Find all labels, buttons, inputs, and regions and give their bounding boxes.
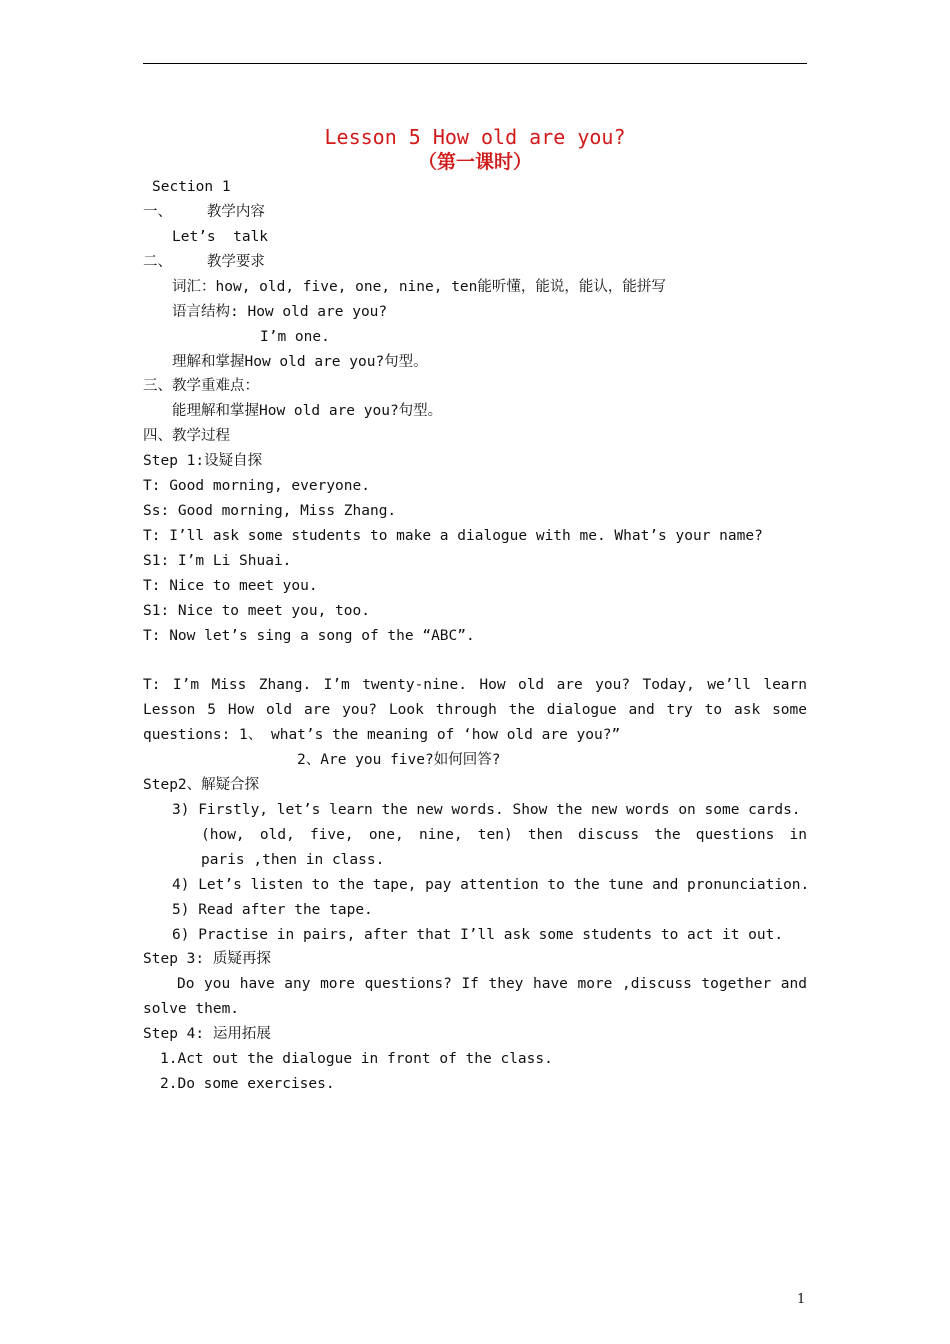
section-label: Section 1	[152, 179, 231, 195]
list-item-continuation: (how, old, five, one, nine, ten) then discuss the questions in	[201, 827, 807, 843]
page-number: 1	[797, 1292, 806, 1307]
text-understand: 理解和掌握How old are you?句型。	[172, 354, 428, 370]
heading-teaching-process: 四、教学过程	[143, 428, 230, 444]
list-item: 4) Let’s listen to the tape, pay attention to the tune and pronunciation.	[172, 877, 810, 893]
list-item: 6) Practise in pairs, after that I’ll ask some students to act it out.	[172, 927, 784, 943]
step-3-heading: Step 3: 质疑再探	[143, 951, 271, 967]
text-key-point: 能理解和掌握How old are you?句型。	[172, 403, 443, 419]
list-item: 3) Firstly, let’s learn the new words. Show the new words on some cards.	[172, 802, 801, 818]
dialogue-line: Ss: Good morning, Miss Zhang.	[143, 503, 397, 519]
dialogue-line: S1: I’m Li Shuai.	[143, 553, 292, 569]
paragraph-line: solve them.	[143, 1001, 240, 1017]
list-item-continuation: paris ,then in class.	[201, 852, 385, 868]
lesson-subtitle: （第一课时）	[417, 151, 532, 173]
paragraph-line: Do you have any more questions? If they have more ,discuss together and	[177, 976, 807, 992]
heading-teaching-requirements: 二、 教学要求	[143, 254, 265, 270]
paragraph-line: T: I’m Miss Zhang. I’m twenty-nine. How old are you? Today, we’ll learn	[143, 677, 807, 693]
lesson-title: Lesson 5 How old are you?	[324, 125, 626, 149]
step-1-heading: Step 1:设疑自探	[143, 453, 263, 469]
text-im-one: I’m one.	[260, 329, 330, 345]
text-language-structure: 语言结构: How old are you?	[172, 304, 388, 320]
step-4-heading: Step 4: 运用拓展	[143, 1026, 271, 1042]
dialogue-line: T: Nice to meet you.	[143, 578, 318, 594]
text-lets-talk: Let’s talk	[172, 229, 269, 245]
paragraph-line: 2、Are you five?如何回答?	[297, 752, 501, 768]
step-2-heading: Step2、解疑合探	[143, 777, 260, 793]
list-item: 5) Read after the tape.	[172, 902, 373, 918]
paragraph-line: questions: 1、 what’s the meaning of ‘how old are you?”	[143, 727, 621, 743]
dialogue-line: T: Good morning, everyone.	[143, 478, 370, 494]
dialogue-line: T: I’ll ask some students to make a dialogue with me. What’s your name?	[143, 528, 763, 544]
heading-teaching-content: 一、 教学内容	[143, 204, 265, 220]
list-item: 2.Do some exercises.	[160, 1076, 335, 1092]
heading-key-points: 三、教学重难点：	[143, 378, 259, 394]
header-rule	[143, 63, 807, 64]
dialogue-line: S1: Nice to meet you, too.	[143, 603, 370, 619]
dialogue-line: T: Now let’s sing a song of the “ABC”.	[143, 628, 475, 644]
paragraph-line: Lesson 5 How old are you? Look through the dialogue and try to ask some	[143, 702, 807, 718]
list-item: 1.Act out the dialogue in front of the class.	[160, 1051, 553, 1067]
text-vocabulary: 词汇：how, old, five, one, nine, ten能听懂，能说，能认，能拼写	[172, 279, 666, 295]
